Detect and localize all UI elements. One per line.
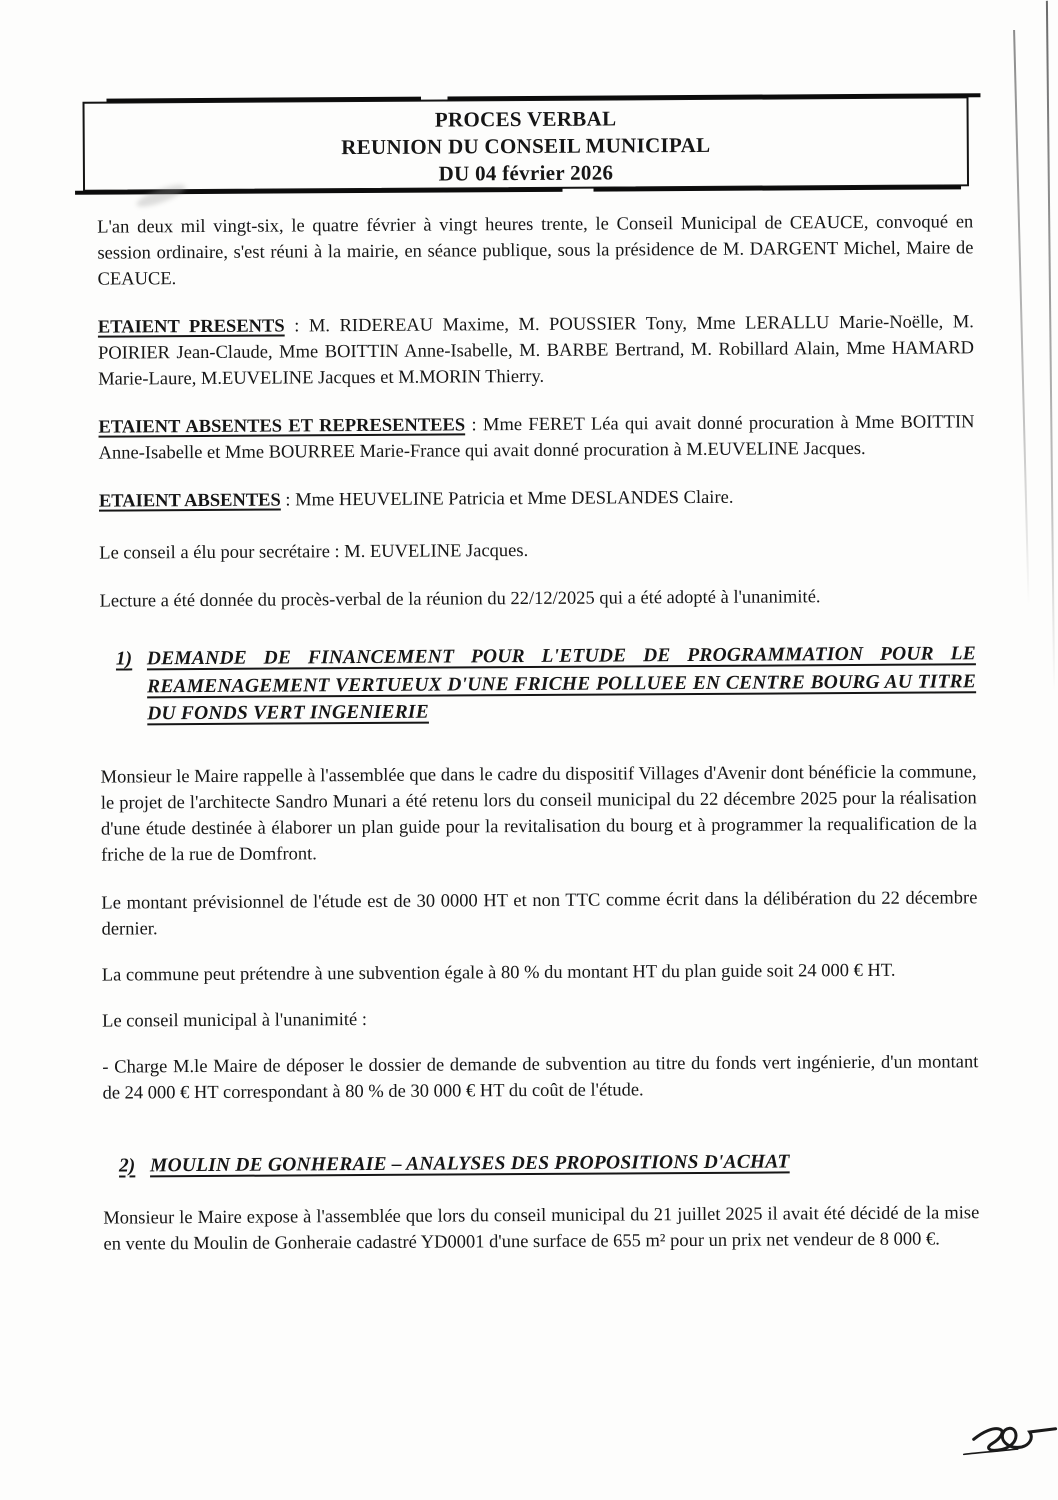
handwritten-paraph-signature (959, 1405, 1058, 1462)
section-2-paragraph-1: Monsieur le Maire expose à l'assemblée que lors du conseil municipal du 21 juillet 2025 il avait été décidé de la mise en vente du Moulin de Gonheraie cadastré YD0001 d'une surface de 655 m² pour un prix net vendeur de 8 000 €. (103, 1203, 980, 1255)
document-title-line1: PROCES VERBAL (434, 106, 617, 132)
presents-paragraph (98, 309, 974, 392)
section-2-number: 2) (118, 1154, 136, 1177)
section-1-paragraph-1: Monsieur le Maire rappelle à l'assemblée que dans le cadre du dispositif Villages d'Avenir dont bénéficie la commune, le projet de l'architecte Sandro Munari a été retenu lors du conseil municipal du 22 décembre 2025 pour la réalisation d'une étude destinée à élaborer un plan guide pour la revitalisation du bourg et à programmer la requalification de la friche de la rue de Domfront. (100, 761, 977, 866)
section-2-title: MOULIN DE GONHERAIE – ANALYSES DES PROPOSITIONS D'ACHAT (149, 1150, 790, 1176)
section-2-heading (103, 1147, 979, 1180)
presents-label: ETAIENT PRESENTS (97, 316, 285, 338)
document-title-line2: REUNION DU CONSEIL MUNICIPAL (341, 132, 711, 160)
preamble-paragraph: L'an deux mil vingt-six, le quatre février à vingt heures trente, le Conseil Municipal de CEAUCE, convoqué en session ordinaire, s'est réuni à la mairie, en séance publique, sous la présidence de M. DARGENT Michel, Maire de CEAUCE. (97, 212, 974, 290)
absentes-text: : Mme HEUVELINE Patricia et Mme DESLANDES Claire. (280, 487, 734, 511)
scan-line-artifact (1013, 30, 1029, 605)
absentes-representees-text: : Mme FERET Léa qui avait donné procuration à Mme BOITTIN Anne-Isabelle et Mme BOURREE Marie-France qui avait donné procuration à M.EUVELINE Jacques. (98, 412, 975, 464)
absentes-label: ETAIENT ABSENTES (98, 490, 281, 512)
document-body (97, 209, 979, 1279)
absentes-paragraph (99, 483, 975, 514)
scan-line-artifact (1046, 1, 1055, 691)
title-box (82, 96, 969, 191)
section-1-title: DEMANDE DE FINANCEMENT POUR L'ETUDE DE PROGRAMMATION POUR LE REAMENAGEMENT VERTUEUX D'UNE FRICHE POLLUEE EN CENTRE BOURG AU TITRE DU FONDS VERT INGENIERIE (146, 643, 977, 725)
section-1-number: 1) (115, 648, 133, 670)
section-1-paragraph-2: Le montant prévisionnel de l'étude est de 30 0000 HT et non TTC comme écrit dans la délibération du 22 décembre dernier. (101, 887, 978, 940)
absentes-representees-paragraph (98, 409, 974, 466)
secretary-paragraph: Le conseil a élu pour secrétaire : M. EUVELINE Jacques. (99, 541, 529, 564)
section-1-paragraph-4: Le conseil municipal à l'unanimité : (102, 1009, 367, 1032)
absentes-representees-label: ETAIENT ABSENTES ET REPRESENTEES (98, 415, 466, 438)
section-1-paragraph-3: La commune peut prétendre à une subvention égale à 80 % du montant HT du plan guide soit 24 000 € HT. (101, 960, 896, 986)
document-title-line3: DU 04 février 2026 (438, 160, 614, 186)
presents-text: : M. RIDEREAU Maxime, M. POUSSIER Tony, Mme LERALLU Marie-Noëlle, M. POIRIER Jean-Claude, Mme BOITTIN Anne-Isabelle, M. BARBE Bertrand, M. Robillard Alain, Mme HAMARD Marie-Laure, M.EUVELINE Jacques et M.MORIN Thierry. (97, 312, 975, 390)
section-1-paragraph-5: - Charge M.le Maire de déposer le dossier de demande de subvention au titre du fonds vert ingénierie, d'un montant de 24 000 € HT correspondant à 80 % de 30 000 € HT du coût de l'étude. (102, 1051, 979, 1104)
section-1-heading (100, 640, 976, 728)
lecture-paragraph: Lecture a été donnée du procès-verbal de la réunion du 22/12/2025 qui a été adopté à l'unanimité. (99, 587, 821, 612)
